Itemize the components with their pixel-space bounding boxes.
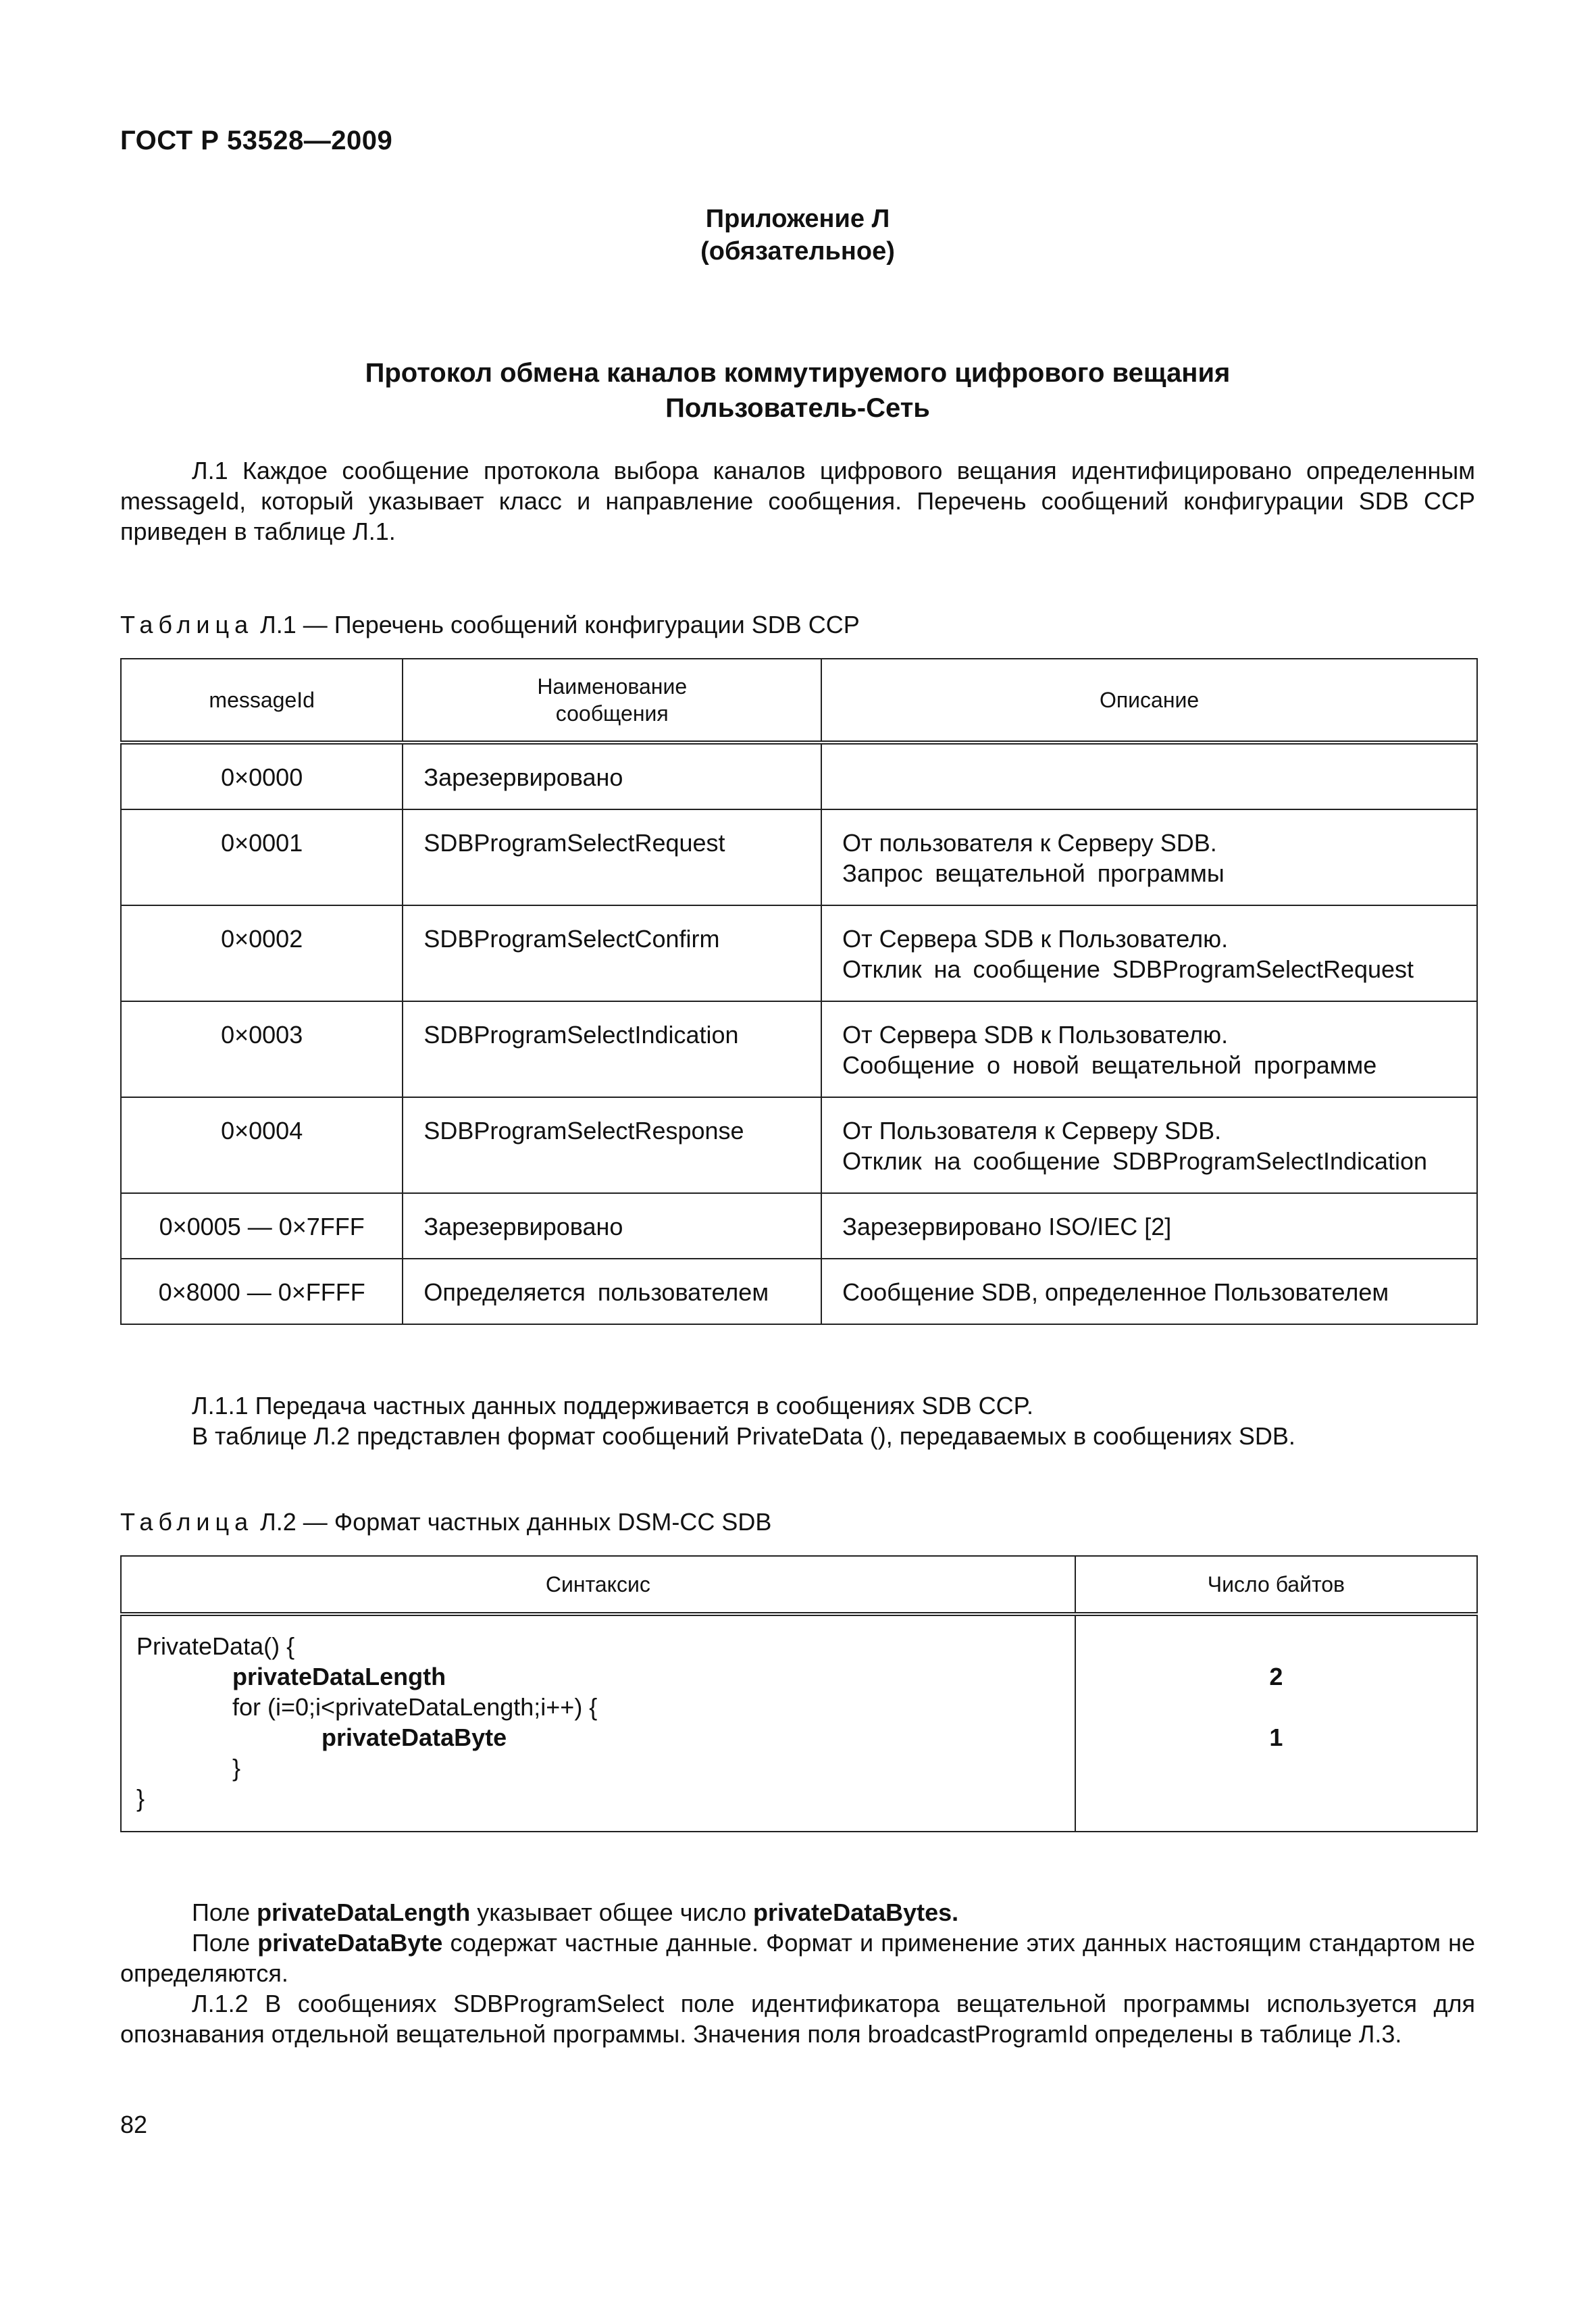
code-line: }	[136, 1784, 145, 1812]
message-desc	[821, 743, 1477, 809]
page-number: 82	[120, 2111, 148, 2138]
paragraph-l11-line1: Л.1.1 Передача частных данных поддерживается в сообщениях SDB CCP.	[192, 1392, 1033, 1419]
message-id: 0×8000 — 0×FFFF	[121, 1259, 403, 1324]
message-name: Определяется пользователем	[403, 1259, 821, 1324]
message-desc-line1: От Сервера SDB к Пользователю.	[842, 1021, 1229, 1049]
text-span: Поле	[192, 1898, 257, 1926]
table-row	[121, 905, 1477, 1001]
table-row	[121, 1614, 1477, 1832]
message-name: SDBProgramSelectResponse	[403, 1097, 821, 1193]
message-id: 0×0004	[121, 1097, 403, 1193]
table-row	[121, 809, 1477, 905]
annex-title: Приложение Л	[705, 205, 890, 233]
table1-header-name	[403, 659, 821, 743]
message-desc	[821, 1193, 1477, 1259]
code-line: privateDataByte	[321, 1724, 507, 1751]
term-private-data-length: privateDataLength	[257, 1898, 471, 1926]
table2-header-syntax: Синтаксис	[121, 1556, 1075, 1614]
section-heading-line2: Пользователь-Сеть	[665, 393, 930, 423]
paragraph-field-byte	[120, 1928, 1475, 1988]
table1-header-row	[121, 659, 1477, 743]
message-desc-line1: Сообщение SDB, определенное Пользователем	[842, 1278, 1389, 1306]
table1-header-id: messageId	[121, 659, 403, 743]
bytes-byte: 1	[1269, 1724, 1283, 1751]
paragraph-fields	[120, 1897, 1475, 2049]
table2-header-bytes: Число байтов	[1075, 1556, 1477, 1614]
byte-counts	[1075, 1614, 1477, 1832]
message-name: SDBProgramSelectIndication	[403, 1001, 821, 1097]
message-name: SDBProgramSelectRequest	[403, 809, 821, 905]
message-desc	[821, 809, 1477, 905]
table-row	[121, 1001, 1477, 1097]
syntax-code	[121, 1614, 1075, 1832]
paragraph-field-length	[120, 1897, 1475, 1928]
code-line: }	[232, 1754, 241, 1782]
message-id: 0×0005 — 0×7FFF	[121, 1193, 403, 1259]
message-desc-line1: От Сервера SDB к Пользователю.	[842, 925, 1229, 953]
table2-caption-text: Л.2 — Формат частных данных DSM-CC SDB	[253, 1508, 772, 1536]
table1-caption-text: Л.1 — Перечень сообщений конфигурации SDB CCP	[253, 611, 860, 638]
message-id: 0×0003	[121, 1001, 403, 1097]
message-name: Зарезервировано	[403, 743, 821, 809]
paragraph-l11	[120, 1390, 1475, 1451]
message-id: 0×0000	[121, 743, 403, 809]
message-name: SDBProgramSelectConfirm	[403, 905, 821, 1001]
table-row	[121, 1097, 1477, 1193]
message-desc	[821, 1001, 1477, 1097]
term-private-data-bytes: privateDataBytes.	[753, 1898, 959, 1926]
code-line: privateDataLength	[232, 1663, 446, 1690]
message-desc-line1: Зарезервировано ISO/IEC [2]	[842, 1213, 1172, 1240]
annex-label	[120, 203, 1475, 268]
section-heading	[120, 355, 1475, 426]
standard-designation: ГОСТ Р 53528—2009	[120, 126, 393, 155]
paragraph-l12-text: Л.1.2 В сообщениях SDBProgramSelect поле идентификатора вещательной программы используется для опознавания отдельной вещательной программы. Значения поля broadcastProgramId определены в таблице Л.3.	[120, 1990, 1475, 2048]
table-row	[121, 743, 1477, 809]
code-line: PrivateData() {	[136, 1632, 295, 1660]
text-span: содержат частные данные. Формат и применение этих данных настоящим стандартом не определяются.	[120, 1929, 1475, 1987]
table2-caption	[120, 1507, 771, 1537]
message-desc-line1: От пользователя к Серверу SDB.	[842, 829, 1217, 857]
table-private-data-format	[120, 1555, 1478, 1832]
message-desc-line2: Отклик на сообщение SDBProgramSelectIndication	[842, 1147, 1428, 1175]
code-line: for (i=0;i<privateDataLength;i++) {	[232, 1693, 598, 1721]
table1-caption-word: Таблица	[120, 611, 254, 638]
message-desc-line2: Сообщение о новой вещательной программе	[842, 1051, 1377, 1079]
table1-header-name-text: Наименование сообщения	[537, 674, 688, 726]
message-name: Зарезервировано	[403, 1193, 821, 1259]
table2-caption-word: Таблица	[120, 1508, 254, 1536]
table-message-list	[120, 658, 1478, 1325]
section-heading-line1: Протокол обмена каналов коммутируемого цифрового вещания	[365, 358, 1231, 388]
paragraph-l1-text: Л.1 Каждое сообщение протокола выбора каналов цифрового вещания идентифицировано определенным messageId, который указывает класс и направление сообщения. Перечень сообщений конфигурации SDB CCP приведен в таблице Л.1.	[120, 457, 1475, 545]
paragraph-l11-line2: В таблице Л.2 представлен формат сообщений PrivateData (), передаваемых в сообщениях SDB.	[192, 1422, 1295, 1450]
message-desc-line1: От Пользователя к Серверу SDB.	[842, 1117, 1222, 1145]
message-desc	[821, 1097, 1477, 1193]
table-row	[121, 1259, 1477, 1324]
message-id: 0×0001	[121, 809, 403, 905]
table1-header-desc: Описание	[821, 659, 1477, 743]
term-private-data-byte: privateDataByte	[257, 1929, 443, 1957]
message-id: 0×0002	[121, 905, 403, 1001]
table1-caption	[120, 609, 860, 640]
message-desc	[821, 905, 1477, 1001]
annex-status: (обязательное)	[700, 237, 895, 266]
table-row	[121, 1193, 1477, 1259]
message-desc	[821, 1259, 1477, 1324]
message-desc-line2: Запрос вещательной программы	[842, 859, 1225, 887]
message-desc-line2: Отклик на сообщение SDBProgramSelectRequest	[842, 955, 1414, 983]
text-span: указывает общее число	[470, 1898, 754, 1926]
table2-header-row	[121, 1556, 1477, 1614]
bytes-length: 2	[1269, 1663, 1283, 1690]
text-span: Поле	[192, 1929, 258, 1957]
paragraph-l12	[120, 1988, 1475, 2049]
paragraph-l1	[120, 455, 1475, 547]
